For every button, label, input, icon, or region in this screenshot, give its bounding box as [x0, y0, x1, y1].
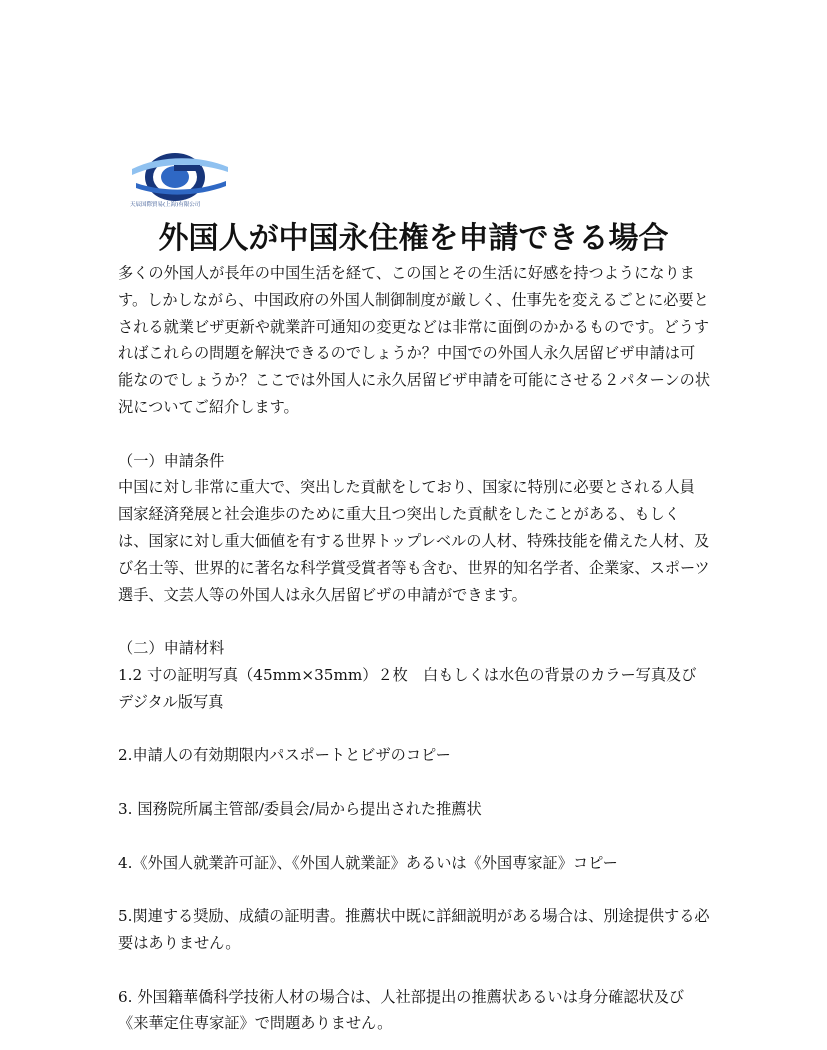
- conditions-lead: 中国に対し非常に重大で、突出した貢献をしており、国家に特別に必要とされる人員: [118, 478, 695, 497]
- document-body: [118, 260, 710, 1037]
- spacer: [118, 716, 710, 743]
- page-title: 外国人が中国永住権を申請できる場合: [158, 221, 669, 256]
- materials-item-4: 4.《外国人就業許可証》、《外国人就業証》あるいは《外国専家証》コピー: [118, 853, 618, 872]
- spacer: [118, 957, 710, 984]
- materials-item-6: 6. 外国籍華僑科学技術人材の場合は、人社部提出の推薦状あるいは身分確認状及び《来華定住専家証》で問題ありません。: [118, 987, 685, 1033]
- materials-item-1: 1.2 寸の証明写真（45mm×35mm）２枚 白もしくは水色の背景のカラー写真及びデジタル版写真: [118, 665, 697, 711]
- spacer: [118, 421, 710, 448]
- materials-item-2: 2.申請人の有効期限内パスポートとビザのコピー: [118, 746, 451, 765]
- materials-item-5: 5.関連する奨励、成績の証明書。推薦状中既に詳細説明がある場合は、別途提供する必要はありません。: [118, 907, 710, 952]
- spacer: [118, 769, 710, 796]
- intro-paragraph: 多くの外国人が長年の中国生活を経て、この国とその生活に好感を持つようになります。しかしながら、中国政府の外国人制御制度が厳しく、仕事先を変えるごとに必要とされる就業ビザ更新や就業許可通知の変更などは非常に面倒のかかるものです。どうすればこれらの問題を解決できるのでしょうか？中国での外国人永久居留ビザ申請は可能なのでしょうか？ここでは外国人に永久居留ビザ申請を可能にさせる２パターンの状況についてご紹介します。: [118, 264, 711, 416]
- materials-item-3: 3. 国務院所属主管部/委員会/局から提出された推薦状: [118, 799, 482, 818]
- globe-logo-icon: [130, 145, 230, 203]
- section-heading-materials: （二）申請材料: [118, 639, 225, 658]
- section-heading-conditions: （一）申請条件: [118, 451, 225, 470]
- spacer: [118, 608, 710, 635]
- spacer: [118, 876, 710, 903]
- conditions-body: 国家経済発展と社会進歩のために重大且つ突出した貢献をしたことがある、もしくは、国家に対し重大価値を有する世界トップレベルの人材、特殊技能を備えた人材、及び名士等、世界的に著名な科学賞受賞者等も含む、世界的知名学者、企業家、スポーツ選手、文芸人等の外国人は永久居留ビザの申請ができます。: [118, 505, 710, 604]
- logo-bar: [174, 165, 200, 171]
- logo-caption: 天辰国際貿易(上海)有限公司: [130, 202, 201, 208]
- company-logo: [130, 145, 230, 215]
- spacer: [118, 823, 710, 850]
